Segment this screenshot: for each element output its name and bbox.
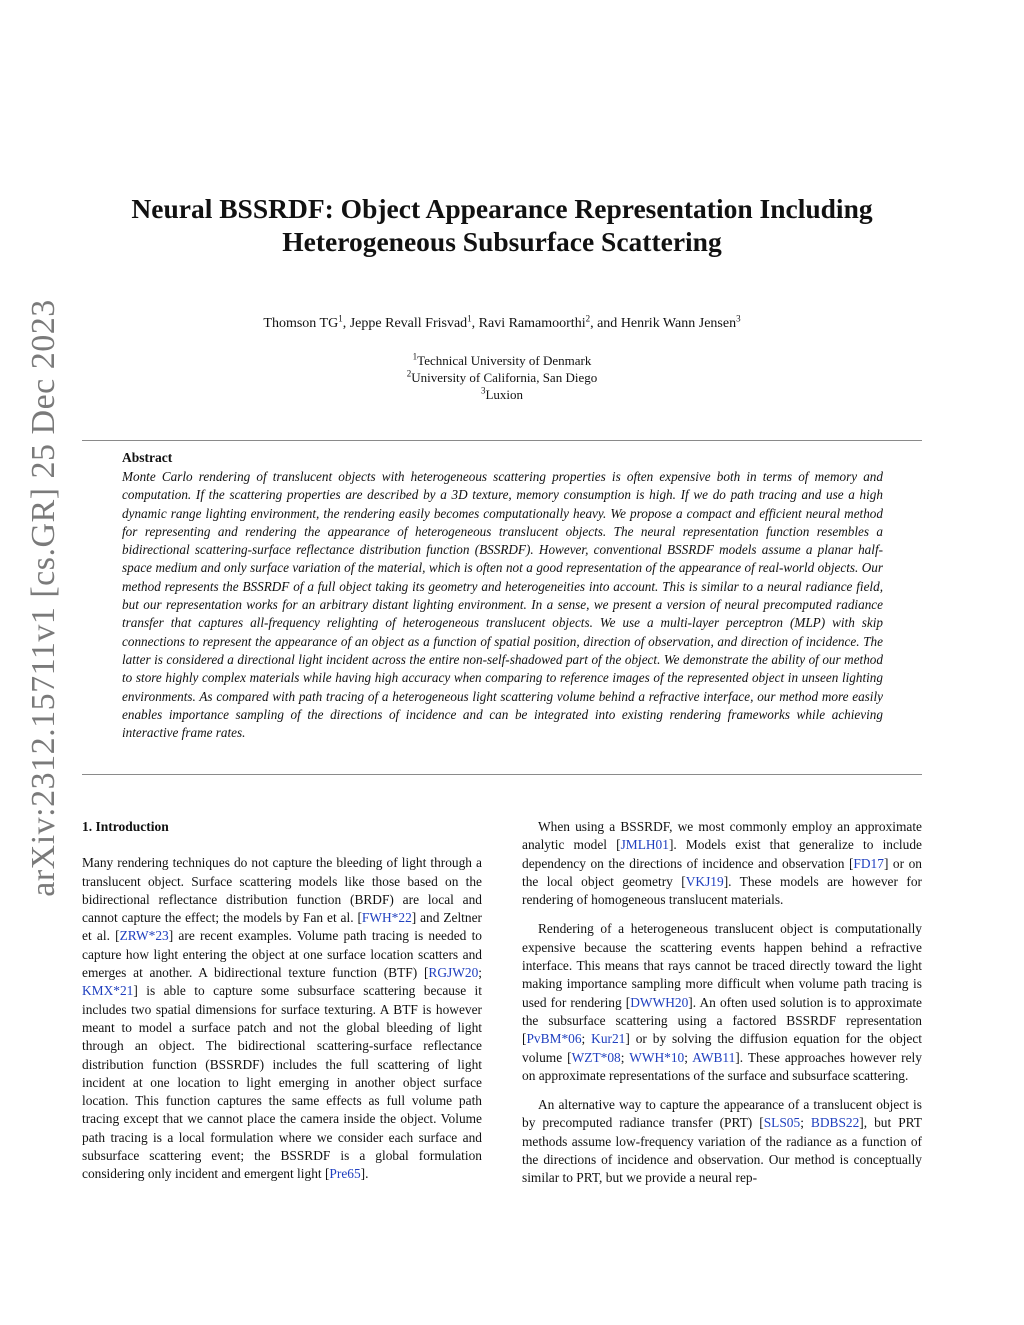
- left-column: [82, 818, 482, 1195]
- citation-link[interactable]: SLS05: [763, 1115, 801, 1131]
- citation-link[interactable]: ZRW*23: [119, 928, 169, 944]
- affiliation-mark: 1: [412, 351, 418, 362]
- affiliation-list: [80, 352, 924, 403]
- affiliation-mark: 2: [406, 368, 412, 379]
- author-name: Ravi Ramamoorthi: [478, 316, 586, 331]
- citation-link[interactable]: WZT*08: [571, 1049, 621, 1065]
- abstract-top-rule: [82, 440, 922, 441]
- citation-link[interactable]: WWH*10: [629, 1049, 685, 1065]
- body-paragraph: Rendering of a heterogeneous translucent object is computationally expensive because the scattering events happen behind a refractive interface. This means that rays cannot be traced directly toward the light making importance sampling more difficult when volume path tracing is used for rendering [DWWH20]. An often used solution is to approximate the subsurface scattering using a factored BSSRDF representation [PvBM*06; Kur21] or by solving the diffusion equation for the object volume [WZT*08; WWH*10; AWB11]. These approaches however rely on approximate representations of the surface and subsurface scattering.: [522, 921, 922, 1083]
- citation-link[interactable]: BDBS22: [810, 1115, 860, 1131]
- citation-link[interactable]: Kur21: [591, 1031, 626, 1047]
- abstract: [122, 450, 883, 742]
- affiliation-mark: 3: [480, 385, 486, 396]
- author-name: Henrik Wann Jensen: [620, 316, 737, 331]
- affiliation-name: Technical University of Denmark: [417, 353, 592, 368]
- affiliation: [80, 352, 924, 369]
- citation-link[interactable]: JMLH01: [620, 837, 669, 853]
- citation-link[interactable]: AWB11: [692, 1049, 736, 1065]
- citation-link[interactable]: VKJ19: [685, 873, 724, 889]
- affiliation: [80, 386, 924, 403]
- right-column: [522, 818, 922, 1199]
- body-paragraph: An alternative way to capture the appearance of a translucent object is by precomputed radiance transfer (PRT) [SLS05; BDBS22], but PRT methods assume low-frequency variation of the radiance as a function of the directions of incidence and observation. Our method is conceptually similar to PRT, but we provide a neural rep-: [522, 1097, 922, 1186]
- title-line: Heterogeneous Subsurface Scattering: [282, 226, 722, 257]
- paper-title: [80, 192, 924, 258]
- citation-link[interactable]: PvBM*06: [526, 1031, 582, 1047]
- author-affiliation-mark: 1: [338, 313, 343, 324]
- author-name: Jeppe Revall Frisvad: [349, 316, 468, 331]
- abstract-text: Monte Carlo rendering of translucent objects with heterogeneous scattering properties is often expensive both in terms of memory and computation. If the scattering properties are described by a 3D texture, memory consumption is high. If we do path tracing and use a high dynamic range lighting environment, the rendering easily becomes computationally heavy. We propose a compact and efficient neural method for representing and rendering the appearance of heterogeneous translucent objects. The neural representation function resembles a bidirectional scattering-surface reflectance distribution function (BSSRDF). However, conventional BSSRDF models assume a planar half-space medium and only surface variation of the material, which is often not a good representation of the appearance of real-world objects. Our method represents the BSSRDF of a full object taking its geometry and heterogeneities into account. This is similar to a neural radiance field, but our representation works for an arbitrary distant lighting environment. In a sense, we present a version of neural precomputed radiance transfer that captures all-frequency relighting of heterogeneous translucent objects. We use a multi-layer perceptron (MLP) with skip connections to represent the appearance of an object as a function of spatial position, direction of observation, and direction of incidence. The latter is considered a directional light incident across the entire non-self-shadowed part of the object. We demonstrate the ability of our method to store highly complex materials while having high accuracy when comparing to reference images of the represented object in unseen lighting environments. As compared with path tracing of a heterogeneous light scattering volume behind a refractive interface, our method more easily enables importance sampling of the directions of incidence and can be integrated into existing rendering frameworks while achieving interactive frame rates.: [122, 469, 883, 741]
- author-affiliation-mark: 1: [467, 313, 472, 324]
- citation-link[interactable]: Pre65: [329, 1166, 361, 1182]
- citation-link[interactable]: FD17: [853, 855, 884, 871]
- abstract-heading: Abstract: [122, 450, 173, 465]
- citation-link[interactable]: KMX*21: [82, 983, 134, 999]
- author-affiliation-mark: 3: [736, 313, 741, 324]
- affiliation-name: Luxion: [485, 387, 524, 402]
- title-line: Neural BSSRDF: Object Appearance Representation Including: [131, 193, 873, 224]
- author-name: Thomson TG: [263, 316, 339, 331]
- abstract-bottom-rule: [82, 774, 922, 775]
- section-heading: 1. Introduction: [82, 819, 169, 834]
- citation-link[interactable]: FWH*22: [361, 910, 412, 926]
- arxiv-identifier: arXiv:2312.15711v1 [cs.GR] 25 Dec 2023: [25, 299, 62, 897]
- body-paragraph: When using a BSSRDF, we most commonly employ an approximate analytic model [JMLH01]. Models exist that generalize to include dependency on the directions of incidence and observation [FD17] or on the local object geometry [VKJ19]. These models are however for rendering of homogeneous translucent materials.: [522, 819, 922, 908]
- author-affiliation-mark: 2: [585, 313, 591, 324]
- body-paragraph: Many rendering techniques do not capture the bleeding of light through a translucent object. Surface scattering models like those based on the bidirectional reflectance distribution function (BRDF) are local and cannot capture the effect; the models by Fan et al. [FWH*22] and Zeltner et al. [ZRW*23] are recent examples. Volume path tracing is needed to capture how light entering the object at one surface location scatters and emerges at another. A bidirectional texture function (BTF) [RGJW20; KMX*21] is able to capture some subsurface scattering because it includes two spatial dimensions for surface texturing. A BTF is however meant to model a surface patch and not the global bleeding of light through an object. The bidirectional scattering-surface reflectance distribution function (BSSRDF) includes the full scattering of light incident at one location to light emerging in another object surface location. This function captures the same effects as full volume path tracing except that we cannot place the camera inside the object. Volume path tracing is a local formulation where we consider each surface and subsurface scattering event; the BSSRDF is a global formulation considering only incident and emergent light [Pre65].: [82, 855, 482, 1182]
- citation-link[interactable]: DWWH20: [630, 994, 689, 1010]
- affiliation: [80, 369, 924, 386]
- left-paragraphs: [82, 854, 482, 1183]
- citation-link[interactable]: RGJW20: [428, 965, 479, 981]
- right-paragraphs: [522, 818, 922, 1188]
- author-list: Thomson $TG^1$, Jeppe Revall Frisvad$^1$, Ravi Ramamoorthi$^2$, and Henrik Wann Jensen$^3$: [263, 313, 741, 331]
- affiliation-name: University of California, San Diego: [411, 370, 598, 385]
